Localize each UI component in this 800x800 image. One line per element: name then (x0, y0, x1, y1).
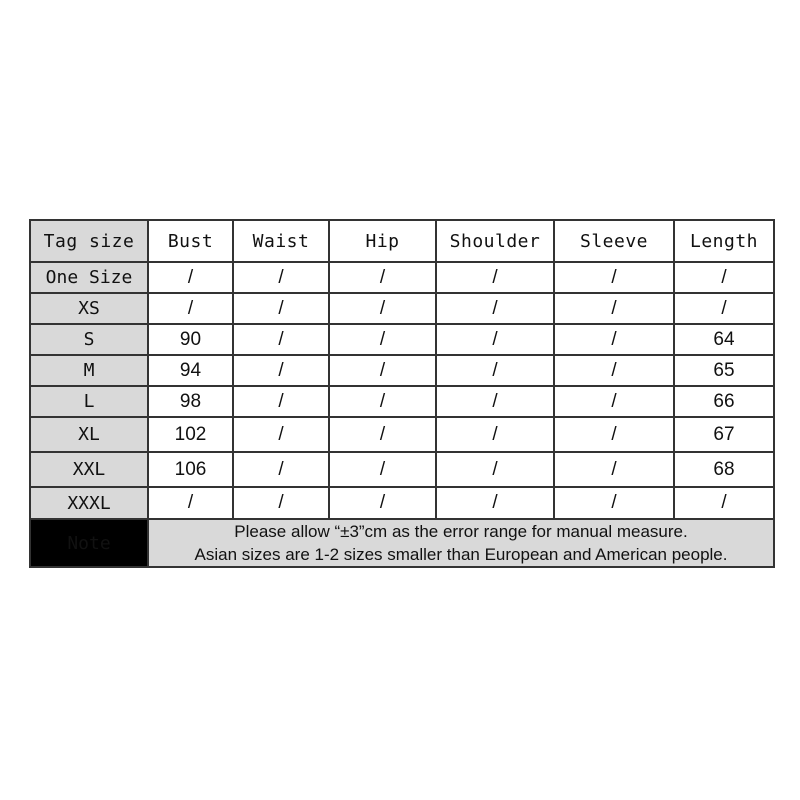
hip-value: / (329, 386, 436, 417)
hip-value: / (329, 487, 436, 519)
note-text (148, 519, 774, 567)
waist-value: / (233, 487, 329, 519)
size-label: XXL (30, 452, 148, 487)
size-label: One Size (30, 262, 148, 293)
table-row (30, 355, 774, 386)
length-value: / (674, 262, 774, 293)
size-label: XL (30, 417, 148, 452)
shoulder-value: / (436, 487, 554, 519)
sleeve-value: / (554, 355, 674, 386)
header-row (30, 220, 774, 262)
table-row (30, 262, 774, 293)
bust-value: 90 (148, 324, 233, 355)
bust-value: 102 (148, 417, 233, 452)
sleeve-value: / (554, 293, 674, 324)
waist-value: / (233, 452, 329, 487)
waist-value: / (233, 355, 329, 386)
note-label: Note (30, 519, 148, 567)
sleeve-value: / (554, 452, 674, 487)
column-header-hip: Hip (329, 220, 436, 262)
shoulder-value: / (436, 262, 554, 293)
hip-value: / (329, 324, 436, 355)
column-header-bust: Bust (148, 220, 233, 262)
column-header-tag-size: Tag size (30, 220, 148, 262)
sleeve-value: / (554, 417, 674, 452)
sleeve-value: / (554, 487, 674, 519)
table-row (30, 293, 774, 324)
length-value: / (674, 487, 774, 519)
waist-value: / (233, 324, 329, 355)
hip-value: / (329, 452, 436, 487)
bust-value: / (148, 293, 233, 324)
table-row (30, 417, 774, 452)
sleeve-value: / (554, 262, 674, 293)
table-row (30, 452, 774, 487)
size-label: L (30, 386, 148, 417)
table-row (30, 324, 774, 355)
length-value: 65 (674, 355, 774, 386)
bust-value: 98 (148, 386, 233, 417)
waist-value: / (233, 386, 329, 417)
bust-value: / (148, 487, 233, 519)
length-value: 64 (674, 324, 774, 355)
shoulder-value: / (436, 417, 554, 452)
hip-value: / (329, 262, 436, 293)
bust-value: 94 (148, 355, 233, 386)
shoulder-value: / (436, 293, 554, 324)
length-value: 66 (674, 386, 774, 417)
hip-value: / (329, 355, 436, 386)
column-header-waist: Waist (233, 220, 329, 262)
size-label: XS (30, 293, 148, 324)
bust-value: / (148, 262, 233, 293)
hip-value: / (329, 417, 436, 452)
note-line-1: Please allow “±3”cm as the error range for manual measure. (234, 522, 688, 541)
bust-value: 106 (148, 452, 233, 487)
waist-value: / (233, 262, 329, 293)
length-value: 67 (674, 417, 774, 452)
note-line-2: Asian sizes are 1-2 sizes smaller than European and American people. (194, 545, 728, 564)
note-row (30, 519, 774, 567)
size-label: S (30, 324, 148, 355)
waist-value: / (233, 417, 329, 452)
size-label: XXXL (30, 487, 148, 519)
sleeve-value: / (554, 386, 674, 417)
table-row (30, 487, 774, 519)
sleeve-value: / (554, 324, 674, 355)
column-header-sleeve: Sleeve (554, 220, 674, 262)
waist-value: / (233, 293, 329, 324)
shoulder-value: / (436, 386, 554, 417)
table-row (30, 386, 774, 417)
shoulder-value: / (436, 324, 554, 355)
column-header-shoulder: Shoulder (436, 220, 554, 262)
size-label: M (30, 355, 148, 386)
length-value: / (674, 293, 774, 324)
column-header-length: Length (674, 220, 774, 262)
hip-value: / (329, 293, 436, 324)
size-chart-table (29, 219, 775, 568)
length-value: 68 (674, 452, 774, 487)
shoulder-value: / (436, 355, 554, 386)
shoulder-value: / (436, 452, 554, 487)
